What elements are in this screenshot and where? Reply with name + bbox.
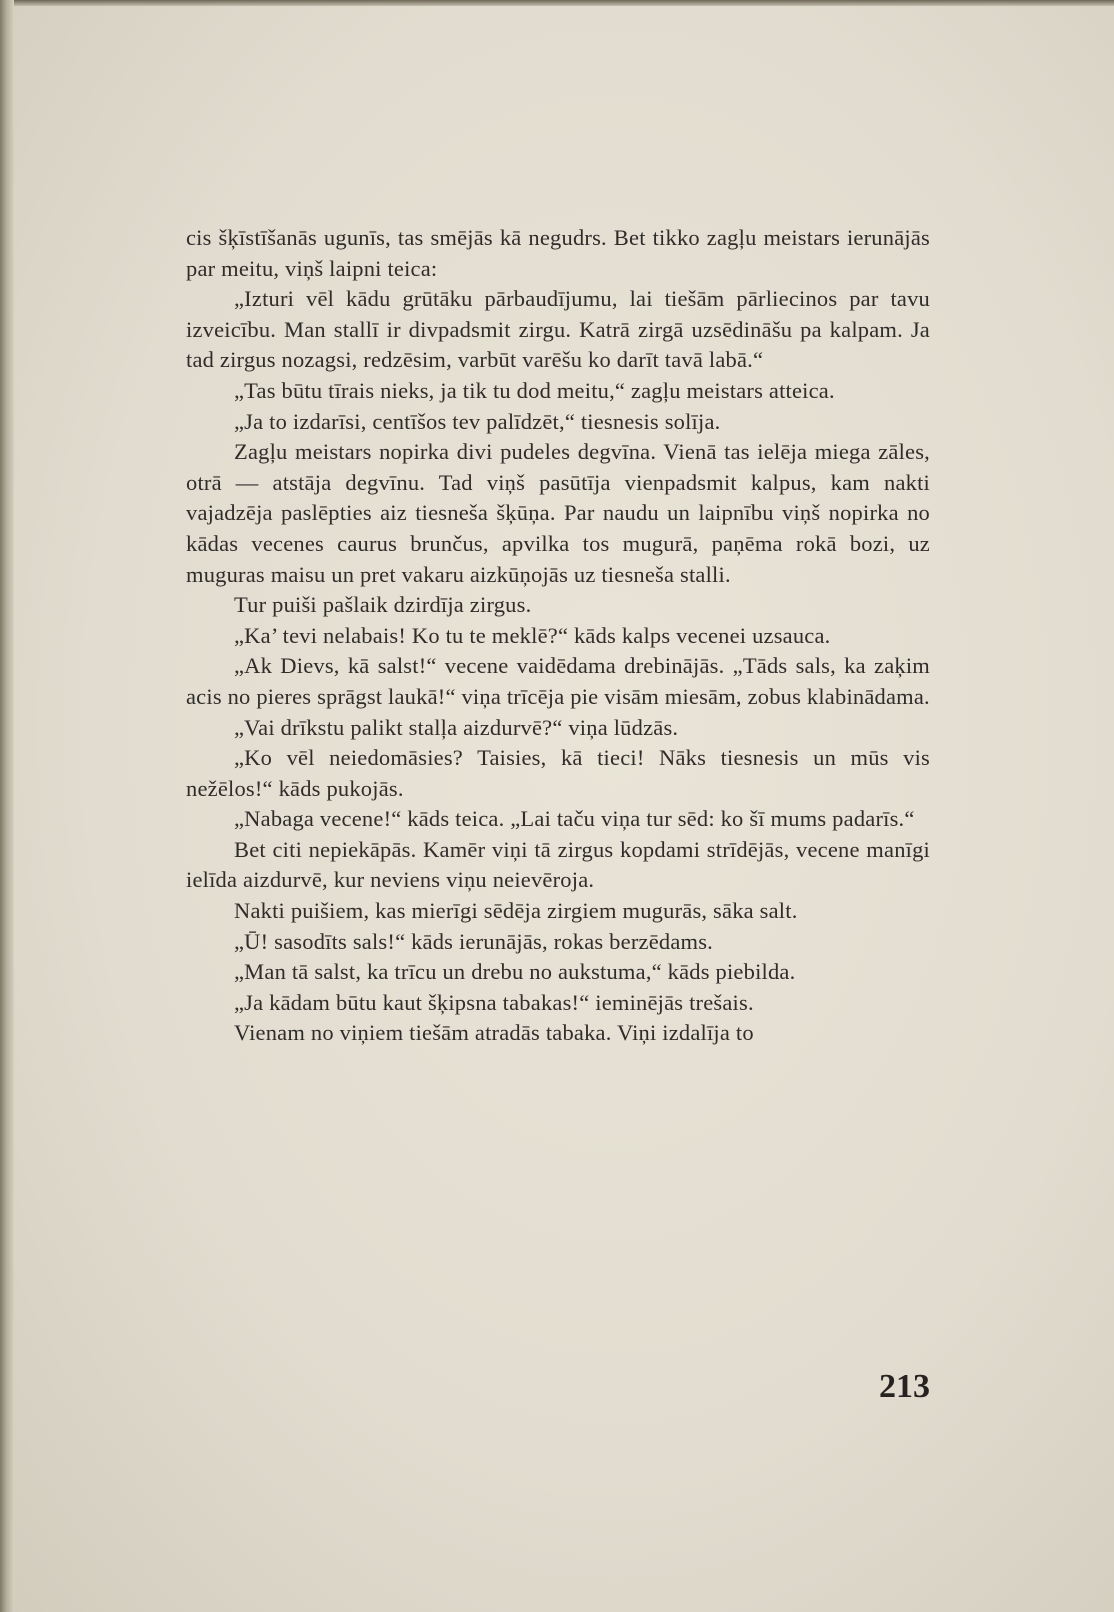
paragraph-5: Zagļu meistars nopirka divi pudeles degvīna. Vienā tas ielēja miega zāles, otrā — atstāja degvīnu. Tad viņš pasūtīja vienpadsmit kalpus, kam nakti vajadzēja paslēpties aiz tiesneša šķūņa. Par naudu un laipnību viņš nopirka no kādas vecenes caurus brunčus, apvilka tos mugurā, paņēma rokā bozi, uz muguras maisu un pret vakaru aizkūņojās uz tiesneša stalli. — [186, 439, 930, 587]
paragraph-13: Nakti puišiem, kas mierīgi sēdēja zirgiem mugurās, sāka salt. — [234, 898, 798, 924]
paragraph-9: „Vai drīkstu palikt stalļa aizdurvē?“ viņa lūdzās. — [234, 714, 679, 740]
paragraph-14: „Ū! sasodīts sals!“ kāds ierunājās, rokas berzēdams. — [234, 928, 713, 954]
paragraph-6: Tur puiši pašlaik dzirdīja zirgus. — [234, 592, 532, 618]
page-number: 213 — [879, 1368, 930, 1405]
paragraph-17: Vienam no viņiem tiešām atradās tabaka. Viņi izdalīja to — [234, 1020, 754, 1046]
paragraph-3: „Tas būtu tīrais nieks, ja tik tu dod meitu,“ zagļu meistars atteica. — [234, 377, 835, 403]
paragraph-16: „Ja kādam būtu kaut šķipsna tabakas!“ ieminējās trešais. — [234, 989, 754, 1015]
page-top-shadow — [0, 0, 1114, 6]
page-text — [186, 223, 930, 1049]
page-binding-shadow — [0, 0, 14, 1612]
paragraph-7: „Ka’ tevi nelabais! Ko tu te meklē?“ kāds kalps vecenei uzsauca. — [234, 622, 831, 648]
paragraph-8: „Ak Dievs, kā salst!“ vecene vaidēdama drebināјās. „Tāds sals, ka zaķim acis no pieres sprāgst laukā!“ viņa trīcēja pie visām miesām, zobus klabinādama. — [186, 653, 930, 709]
paragraph-4: „Ja to izdarīsi, centīšos tev palīdzēt,“ tiesnesis solīja. — [234, 408, 721, 434]
paragraph-11: „Nabaga vecene!“ kāds teica. „Lai taču viņa tur sēd: ko šī mums padarīs.“ — [234, 806, 915, 832]
paragraph-2: „Izturi vēl kādu grūtāku pārbaudījumu, lai tiešām pārliecinos par tavu izveicību. Man stallī ir divpadsmit zirgu. Katrā zirgā uzsēdināšu pa kalpam. Ja tad zirgus nozagsi, redzēsim, varbūt varēšu ko darīt tavā labā.“ — [186, 286, 930, 373]
paragraph-1: cis šķīstīšanās ugunīs, tas smējās kā negudrs. Bet tikko zagļu meistars ierunājās par meitu, viņš laipni teica: — [186, 225, 930, 281]
paragraph-15: „Man tā salst, ka trīcu un drebu no aukstuma,“ kāds piebilda. — [234, 959, 796, 985]
paragraph-10: „Ko vēl neiedomāsies? Taisies, kā tieci! Nāks tiesnesis un mūs vis nežēlos!“ kāds pukojās. — [186, 745, 930, 801]
paragraph-12: Bet citi nepiekāpās. Kamēr viņi tā zirgus kopdami strīdējās, vecene manīgi ielīda aizdurvē, kur neviens viņu neievēroja. — [186, 836, 930, 893]
